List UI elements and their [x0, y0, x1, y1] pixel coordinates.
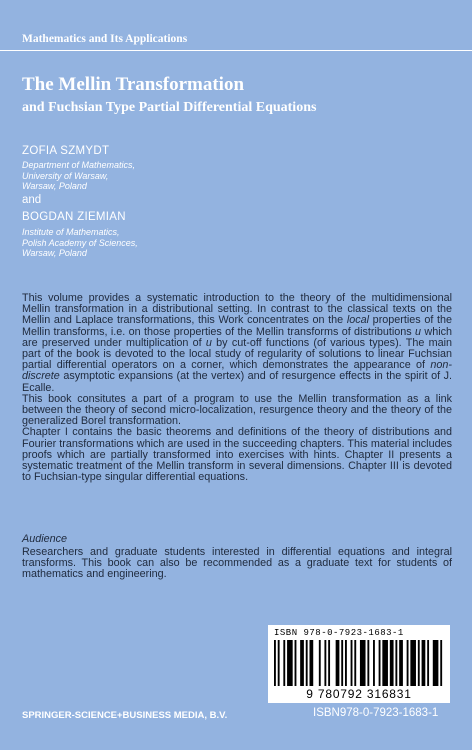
barcode-bars — [274, 640, 444, 686]
author-2-name: BOGDAN ZIEMIAN — [22, 211, 126, 223]
book-title: The Mellin Transformation — [22, 74, 245, 95]
author-connector: and — [22, 194, 42, 206]
description-paragraph-2: This book consitutes a part of a program to use the Mellin transformation as a link between the theory of second micro-localization, resurgence theory and the theory of the generalized Borel transformation. — [22, 392, 452, 428]
barcode-isbn-label: ISBN 978-0-7923-1683-1 — [274, 628, 404, 638]
author-1-affiliation-line: Warsaw, Poland — [22, 181, 87, 191]
author-1-affiliation-line: University of Warsaw, — [22, 170, 109, 181]
series-title: Mathematics and Its Applications — [22, 33, 188, 45]
header-rule — [0, 50, 472, 51]
author-2-affiliation — [22, 227, 138, 259]
author-1-affiliation-line: Department of Mathematics, — [22, 160, 136, 170]
audience-heading: Audience — [22, 533, 68, 545]
author-1-name: ZOFIA SZMYDT — [22, 145, 110, 157]
description-paragraph-1: This volume provides a systematic introduction to the theory of the multidimensional Mellin transformation in a distributional setting. In contrast to the classical texts on the Mellin and Laplace transformations, this Work concentrates on the local properties of the Mellin transforms, i.e. on those properties of the Mellin transforms of distributions u which are preserved under multiplication of u by cut-off functions (of various types). The main part of the book is devoted to the local study of regularity of solutions to linear Fuchsian partial differential operators on a corner, which demonstrates the appearance of non-discrete asymptotic expansions (at the vertex) and of resurgence effects in the spirit of J. Ecalle. — [22, 292, 452, 394]
isbn-number: ISBN978-0-7923-1683-1 — [313, 707, 439, 719]
audience-text: Researchers and graduate students interested in differential equations and integral transforms. This book can also be recommended as a graduate text for students of mathematics and engineering. — [22, 546, 452, 581]
publisher-name: SPRINGER-SCIENCE+BUSINESS MEDIA, B.V. — [22, 710, 228, 721]
description — [22, 293, 452, 483]
barcode-digits: 9 780792 316831 — [306, 687, 412, 701]
barcode — [268, 625, 450, 703]
description-paragraph-3: Chapter I contains the basic theorems and definitions of the theory of distributions and Fourier transformations which are used in the succeeding chapters. This material includes proofs which are partially transformed into exercises with hints. Chapter II presents a systematic treatment of the Mellin transform in several dimensions. Chapter III is devoted to Fuchsian-type singular differential equations. — [22, 426, 452, 484]
author-2-affiliation-line: Polish Academy of Sciences, — [22, 237, 138, 248]
author-2-affiliation-line: Warsaw, Poland — [22, 248, 87, 258]
author-1-affiliation — [22, 160, 135, 192]
author-2-affiliation-line: Institute of Mathematics, — [22, 227, 120, 237]
book-subtitle: and Fuchsian Type Partial Differential Equations — [22, 100, 317, 115]
